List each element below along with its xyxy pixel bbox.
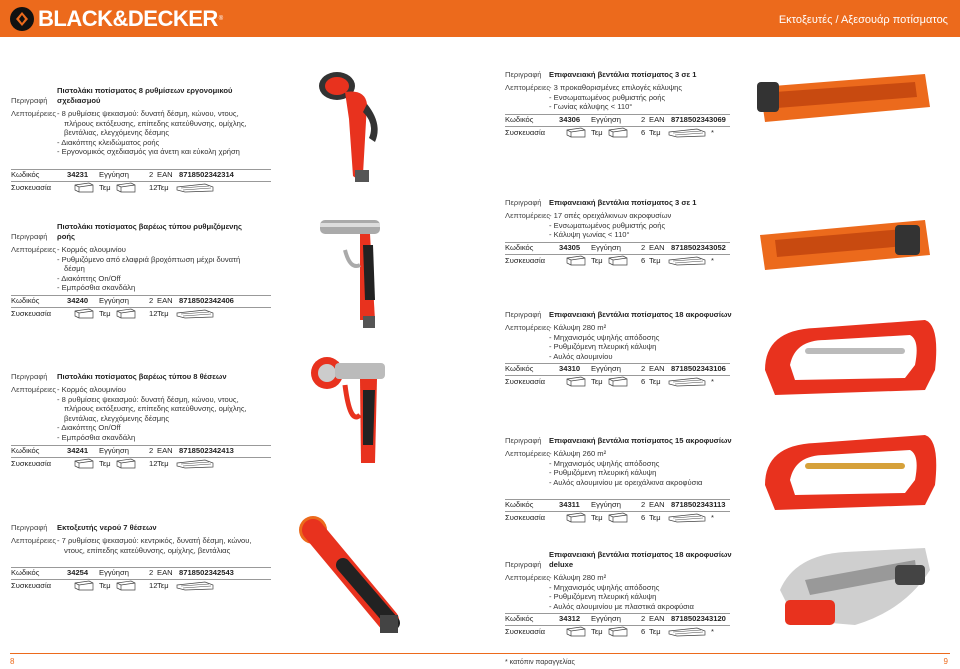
- product-code: 34231: [67, 169, 89, 179]
- packaging-row: [505, 627, 730, 639]
- pallet-icon: [175, 458, 215, 469]
- warranty-label: Εγγύηση: [591, 242, 621, 252]
- features-list: [549, 323, 724, 361]
- warranty-label: Εγγύηση: [99, 296, 129, 305]
- code-label: Κωδικός: [505, 242, 534, 252]
- description-label: Περιγραφή: [11, 372, 48, 381]
- packaging-label: Συσκευασία: [11, 580, 52, 590]
- unit-label: Τεμ: [649, 377, 661, 387]
- unit-label: Τεμ: [591, 377, 603, 387]
- unit-label: Τεμ: [99, 580, 111, 590]
- packaging-row: [11, 459, 271, 471]
- unit-label: Τεμ: [157, 458, 169, 468]
- product-title: ροής: [57, 232, 75, 241]
- brand-logo-icon: [10, 7, 34, 31]
- ean-value: 8718502343120: [671, 614, 726, 624]
- ean-label: EAN: [157, 296, 173, 305]
- unit-label: Τεμ: [157, 580, 169, 590]
- details-label: Λεπτομέρειες: [505, 83, 551, 92]
- code-row: [505, 500, 730, 510]
- feature-item: - 8 ρυθμίσεις ψεκασμού: δυνατή δέσμη, κώνου, ντους, πλήρους εκτόξευσης, επίπεδης κατεύθυνσης, ομίχλης, βεντάλιας, ελεγχόμενης δέσμης: [57, 109, 247, 138]
- ean-value: 8718502343106: [671, 364, 726, 374]
- product-code: 34305: [559, 242, 581, 252]
- box-icon: [565, 376, 587, 387]
- product-title: Εκτοξευτής νερού 7 θέσεων: [57, 523, 157, 532]
- description-label: Περιγραφή: [505, 436, 542, 445]
- warranty-label: Εγγύηση: [99, 567, 129, 577]
- feature-item: - Ρυθμιζόμενη πλευρική κάλυψη: [549, 342, 657, 352]
- oscillating-sprinkler-34312-image: [765, 540, 945, 640]
- feature-item: - Ρυθμιζόμενη πλευρική κάλυψη: [549, 592, 657, 602]
- box-icon: [565, 626, 587, 637]
- code-label: Κωδικός: [505, 114, 534, 124]
- row-divider: [11, 181, 271, 182]
- packaging-row: [505, 256, 730, 268]
- pallet-icon: [667, 626, 707, 637]
- details-label: Λεπτομέρειες: [11, 245, 57, 254]
- code-row: [11, 170, 271, 180]
- warranty-value: 2: [641, 114, 646, 124]
- unit-label: Τεμ: [591, 255, 603, 265]
- warranty-value: 2: [641, 614, 646, 624]
- unit-label: Τεμ: [99, 458, 111, 468]
- code-row: [11, 296, 271, 306]
- pallet-icon: [175, 182, 215, 193]
- product-code: 34254: [67, 567, 89, 577]
- product-title: Επιφανειακή βεντάλια ποτίσματος 3 σε 1: [549, 198, 697, 207]
- feature-item: - Μηχανισμός υψηλής απόδοσης: [549, 458, 660, 468]
- pallet-icon: [667, 255, 707, 266]
- features-list: [57, 385, 262, 443]
- carton-icon: [115, 580, 137, 591]
- warranty-label: Εγγύηση: [591, 500, 621, 509]
- features-list: [57, 536, 262, 555]
- feature-item: - 3 προκαθορισμένες επιλογές κάλυψης: [549, 83, 683, 92]
- features-list: [57, 109, 262, 157]
- product-code: 34312: [559, 614, 581, 624]
- pallet-icon: [175, 308, 215, 319]
- description-label: Περιγραφή: [11, 96, 48, 105]
- feature-item: - Διακόπτης On/Off: [57, 423, 121, 433]
- warranty-value: 2: [641, 364, 646, 374]
- unit-label: Τεμ: [649, 255, 661, 265]
- packaging-label: Συσκευασία: [505, 377, 546, 387]
- pallet-icon: [667, 376, 707, 387]
- product-code: 34241: [67, 445, 89, 455]
- packaging-row: [505, 377, 730, 389]
- feature-item: - Κάλυψη 280 m²: [549, 323, 607, 332]
- feature-item: - Ενσωματωμένος ρυθμιστής ροής: [549, 220, 666, 230]
- spray-gun-8-settings-image: [305, 64, 400, 184]
- packaging-label: Συσκευασία: [11, 182, 52, 192]
- packaging-label: Συσκευασία: [505, 127, 546, 137]
- code-label: Κωδικός: [505, 500, 534, 509]
- pallet-icon: [667, 127, 707, 138]
- oscillating-sprinkler-34305-image: [745, 205, 940, 280]
- features-list: [549, 211, 724, 240]
- feature-item: - Αυλός αλουμινίου με πλαστικά ακροφύσια: [549, 601, 694, 611]
- packaging-row: [11, 581, 271, 593]
- box-icon: [565, 127, 587, 138]
- code-row: [505, 243, 730, 253]
- product-title: Επιφανειακή βεντάλια ποτίσματος 18 ακροφυσίων: [549, 550, 732, 559]
- carton-icon: [607, 255, 629, 266]
- box-icon: [73, 182, 95, 193]
- details-label: Λεπτομέρειες: [11, 109, 57, 118]
- pack-inner-qty: 6: [641, 377, 646, 387]
- code-row: [505, 115, 730, 125]
- description-label: Περιγραφή: [505, 70, 542, 79]
- product-code: 34306: [559, 114, 581, 124]
- pack-inner-qty: 6: [641, 627, 646, 637]
- ean-value: 8718502343052: [671, 242, 726, 252]
- on-order-marker: *: [711, 127, 714, 137]
- on-order-marker: *: [711, 513, 714, 522]
- feature-item: - Κάλυψη γωνίας < 110°: [549, 230, 630, 240]
- feature-item: - Γωνίας κάλυψης < 110°: [549, 102, 633, 112]
- description-label: Περιγραφή: [11, 523, 48, 532]
- carton-icon: [115, 182, 137, 193]
- warranty-value: 2: [641, 500, 646, 509]
- carton-icon: [607, 626, 629, 637]
- features-list: [549, 573, 724, 611]
- description-label: Περιγραφή: [505, 310, 542, 319]
- warranty-label: Εγγύηση: [591, 114, 621, 124]
- ean-value: 8718502343113: [671, 500, 726, 509]
- ean-value: 8718502342413: [179, 445, 234, 455]
- feature-item: - Κάλυψη 280 m²: [549, 573, 607, 582]
- ean-label: EAN: [649, 242, 665, 252]
- water-blaster-image: [288, 505, 408, 645]
- unit-label: Τεμ: [591, 127, 603, 137]
- packaging-row: [505, 128, 730, 140]
- feature-item: - Αυλός αλουμινίου: [549, 351, 613, 361]
- packaging-label: Συσκευασία: [11, 309, 52, 318]
- packaging-row: [11, 309, 271, 321]
- warranty-value: 2: [149, 296, 154, 305]
- features-list: [57, 245, 262, 293]
- features-list: [549, 83, 724, 112]
- ean-label: EAN: [649, 114, 665, 124]
- box-icon: [73, 308, 95, 319]
- row-divider: [11, 307, 271, 308]
- unit-label: Τεμ: [649, 513, 661, 522]
- description-label: Περιγραφή: [11, 232, 48, 241]
- ean-label: EAN: [157, 169, 173, 179]
- details-label: Λεπτομέρειες: [11, 536, 57, 545]
- description-label: Περιγραφή: [505, 198, 542, 207]
- packaging-row: [505, 513, 730, 525]
- unit-label: Τεμ: [157, 309, 169, 318]
- pack-inner-qty: 6: [641, 513, 646, 522]
- pallet-icon: [667, 512, 707, 523]
- code-label: Κωδικός: [11, 296, 40, 305]
- carton-icon: [607, 376, 629, 387]
- details-label: Λεπτομέρειες: [11, 385, 57, 394]
- code-row: [505, 364, 730, 374]
- ean-label: EAN: [649, 500, 665, 509]
- warranty-label: Εγγύηση: [591, 614, 621, 624]
- pack-outer-qty: 12: [149, 182, 158, 192]
- box-icon: [73, 580, 95, 591]
- pallet-icon: [175, 580, 215, 591]
- ean-value: 8718502342406: [179, 296, 234, 305]
- feature-item: - Ρυθμιζόμενη πλευρική κάλυψη: [549, 468, 657, 478]
- ean-label: EAN: [649, 364, 665, 374]
- spray-gun-8-positions-image: [305, 345, 400, 470]
- pack-inner-qty: 6: [641, 127, 646, 137]
- unit-label: Τεμ: [649, 627, 661, 637]
- carton-icon: [607, 127, 629, 138]
- feature-item: - Ρυθμιζόμενο από ελαφριά βροχόπτωση μέχρι δυνατή δέσμη: [57, 254, 241, 274]
- packaging-label: Συσκευασία: [505, 255, 546, 265]
- warranty-value: 2: [641, 242, 646, 252]
- pack-outer-qty: 12: [149, 309, 158, 318]
- product-title: Πιστολάκι ποτίσματος βαρέως τύπου ρυθμιζόμενης: [57, 222, 242, 231]
- carton-icon: [607, 512, 629, 523]
- feature-item: - Διακόπτης κλειδώματος ροής: [57, 137, 160, 147]
- row-divider: [11, 457, 271, 458]
- product-title: Επιφανειακή βεντάλια ποτίσματος 15 ακροφυσίων: [549, 436, 732, 445]
- code-label: Κωδικός: [505, 614, 534, 624]
- feature-item: - Διακόπτης On/Off: [57, 273, 121, 283]
- oscillating-sprinkler-34311-image: [755, 425, 945, 520]
- details-label: Λεπτομέρειες: [505, 211, 551, 220]
- product-title: σχεδιασμού: [57, 96, 101, 105]
- footer-note: * κατόπιν παραγγελίας: [505, 659, 575, 666]
- page-number-right: 9: [943, 657, 948, 666]
- unit-label: Τεμ: [99, 309, 111, 318]
- carton-icon: [115, 458, 137, 469]
- feature-item: - Ενσωματωμένος ρυθμιστής ροής: [549, 92, 666, 102]
- product-title: Πιστολάκι ποτίσματος 8 ρυθμίσεων εργονομικού: [57, 86, 233, 95]
- ean-label: EAN: [649, 614, 665, 624]
- unit-label: Τεμ: [157, 182, 169, 192]
- ean-value: 8718502343069: [671, 114, 726, 124]
- code-label: Κωδικός: [11, 169, 40, 179]
- feature-item: - Εμπρόσθια σκανδάλη: [57, 283, 136, 293]
- warranty-value: 2: [149, 567, 154, 577]
- oscillating-sprinkler-34310-image: [755, 310, 945, 405]
- box-icon: [565, 255, 587, 266]
- ean-label: EAN: [157, 445, 173, 455]
- feature-item: - Αυλός αλουμινίου με ορειχάλκινα ακροφύσια: [549, 477, 703, 487]
- product-code: 34240: [67, 296, 89, 305]
- footer-divider: [10, 653, 950, 654]
- product-title: deluxe: [549, 560, 574, 569]
- code-label: Κωδικός: [11, 445, 40, 455]
- code-row: [505, 614, 730, 624]
- feature-item: - Κάλυψη 260 m²: [549, 449, 607, 458]
- description-label: Περιγραφή: [505, 560, 542, 569]
- features-list: [549, 449, 724, 487]
- packaging-label: Συσκευασία: [11, 458, 52, 468]
- feature-item: - 8 ρυθμίσεις ψεκασμού: δυνατή δέσμη, κώνου, ντους, πλήρους εκτόξευσης, επίπεδης κατεύθυνσης, ομίχλης, βεντάλιας, ελεγχόμενης δέσμης: [57, 394, 247, 423]
- feature-item: - 7 ρυθμίσεις ψεκασμού: κεντρικός, δυνατή δέσμη, κώνου, ντους, επίπεδης κατεύθυνσης, ομίχλης, βεντάλιας: [57, 536, 252, 555]
- product-code: 34311: [559, 500, 580, 509]
- on-order-marker: *: [711, 377, 714, 387]
- feature-item: - Κορμός αλουμινίου: [57, 385, 126, 394]
- code-row: [11, 568, 271, 578]
- spray-gun-adjustable-image: [315, 210, 410, 330]
- page-number-left: 8: [10, 657, 15, 666]
- feature-item: - Εργονομικός σχεδιασμός για άνετη και εύκολη χρήση: [57, 147, 240, 157]
- unit-label: Τεμ: [649, 127, 661, 137]
- details-label: Λεπτομέρειες: [505, 573, 551, 582]
- packaging-label: Συσκευασία: [505, 627, 546, 637]
- pack-inner-qty: 6: [641, 255, 646, 265]
- ean-label: EAN: [157, 567, 173, 577]
- unit-label: Τεμ: [591, 513, 603, 522]
- code-label: Κωδικός: [505, 364, 534, 374]
- unit-label: Τεμ: [591, 627, 603, 637]
- brand-name: BLACK&DECKER: [38, 5, 218, 31]
- pack-outer-qty: 12: [149, 458, 158, 468]
- unit-label: Τεμ: [99, 182, 111, 192]
- product-title: Πιστολάκι ποτίσματος βαρέως τύπου 8 θέσεων: [57, 372, 227, 381]
- warranty-value: 2: [149, 169, 154, 179]
- header-bar: [0, 0, 960, 37]
- page-title: Εκτοξευτές / Αξεσουάρ ποτίσματος: [778, 14, 948, 26]
- details-label: Λεπτομέρειες: [505, 449, 551, 458]
- warranty-value: 2: [149, 445, 154, 455]
- on-order-marker: *: [711, 627, 714, 637]
- brand-logo: BLACK&DECKER ®: [10, 5, 223, 32]
- feature-item: - Μηχανισμός υψηλής απόδοσης: [549, 332, 660, 342]
- carton-icon: [115, 308, 137, 319]
- ean-value: 8718502342314: [179, 169, 234, 179]
- warranty-label: Εγγύηση: [591, 364, 621, 374]
- warranty-label: Εγγύηση: [99, 169, 129, 179]
- box-icon: [73, 458, 95, 469]
- row-divider: [11, 579, 271, 580]
- product-code: 34310: [559, 364, 581, 374]
- oscillating-sprinkler-34306-image: [745, 62, 940, 132]
- details-label: Λεπτομέρειες: [505, 323, 551, 332]
- on-order-marker: *: [711, 255, 714, 265]
- feature-item: - Εμπρόσθια σκανδάλη: [57, 432, 136, 442]
- packaging-row: [11, 183, 271, 195]
- ean-value: 8718502342543: [179, 567, 234, 577]
- warranty-label: Εγγύηση: [99, 445, 129, 455]
- feature-item: - Μηχανισμός υψηλής απόδοσης: [549, 582, 660, 592]
- feature-item: - 17 οπές ορειχάλκινων ακροφυσίων: [549, 211, 672, 220]
- product-title: Επιφανειακή βεντάλια ποτίσματος 3 σε 1: [549, 70, 697, 79]
- code-row: [11, 446, 271, 456]
- box-icon: [565, 512, 587, 523]
- packaging-label: Συσκευασία: [505, 513, 546, 522]
- product-title: Επιφανειακή βεντάλια ποτίσματος 18 ακροφυσίων: [549, 310, 732, 319]
- pack-outer-qty: 12: [149, 580, 158, 590]
- feature-item: - Κορμός αλουμινίου: [57, 245, 126, 254]
- code-label: Κωδικός: [11, 567, 40, 577]
